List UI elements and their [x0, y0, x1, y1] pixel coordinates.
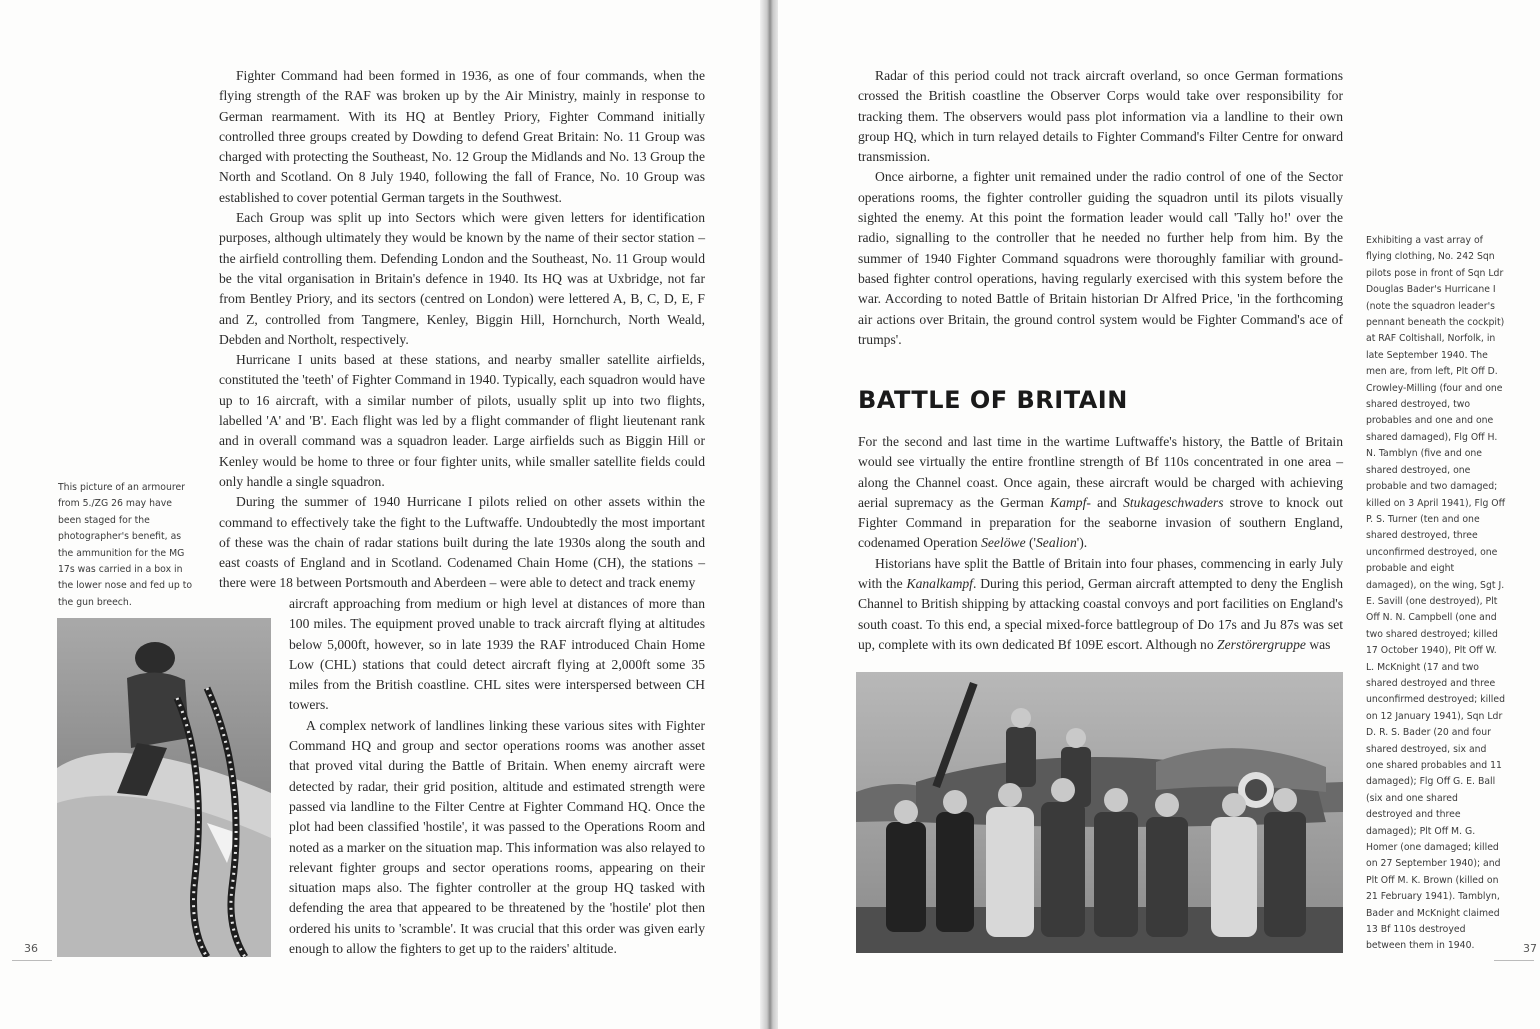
folio-rule-right — [1494, 960, 1534, 961]
right-page — [778, 0, 1540, 1029]
paragraph: During the summer of 1940 Hurricane I pilots relied on other assets within the command to effectively take the fight to the Luftwaffe. Undoubtedly the most important of these was the chain of radar stations built during the late 1930s along the south and east coasts of England and in Scotland. Codenamed Chain Home (CH), the stations – there were 18 between Portsmouth and Aberdeen – were able to detect and track enemy — [219, 494, 705, 591]
paragraph: A complex network of landlines linking these various sites with Fighter Command HQ and group and sector operations rooms was another asset that proved vital during the Battle of Britain. When enemy aircraft were detected by radar, their grid position, altitude and estimated strength were passed via landline to the Filter Centre at Fighter Command HQ. Once the plot had been classified 'hostile', it was passed to the Operations Room and noted as a marker on the situation map. This information was also relayed to relevant fighter groups and sector operations rooms, appearing on their situation maps also. The fighter controller at the group HQ tasked with defending the area that appeared to be threatened by the 'hostile' plot then ordered his units to 'scramble'. It was crucial that this order was given early enough to allow the fighters to get up to the raiders' altitude. — [289, 717, 705, 957]
paragraph: Historians have split the Battle of Britain into four phases, commencing in early July with the Kanalkampf. During this period, German aircraft attempted to deny the English Channel to British shipping by attacking coastal convoys and port facilities on England's south coast. To this end, a special mixed-force battlegroup of Do 17s and Ju 87s was set up, complete with its own dedicated Bf 109E escort. Although no Zerstörergruppe was — [858, 555, 1343, 652]
folio-rule-left — [12, 960, 52, 961]
right-body-text-bottom — [858, 432, 1343, 655]
left-body-text-lower — [289, 594, 705, 959]
paragraph: Hurricane I units based at these stations, and nearby smaller satellite airfields, constituted the 'teeth' of Fighter Command in 1940. Typically, each squadron would have up to 16 aircraft, with a similar number of pilots, usually split up into two flights, labelled 'A' and 'B'. Each flight was led by a flight commander of flight lieutenant rank and in overall command was a squadron leader. Large airfields such as Biggin Hill or Kenley would be home to three or four fighter units, while smaller satellite fields could only handle a single squadron. — [219, 352, 705, 489]
page-number-left: 36 — [24, 942, 38, 955]
book-gutter — [760, 0, 780, 1029]
right-body-text-top — [858, 66, 1343, 350]
paragraph-continued: aircraft approaching from medium or high level at distances of more than 100 miles. The equipment proved unable to track aircraft flying at altitudes below 5,000ft, however, so in late 1939 the RAF introduced Chain Home Low (CHL) stations that could detect aircraft flying at 2,000ft some 35 miles from the British coastline. CHL sites were interspersed between CH towers. — [289, 596, 705, 713]
paragraph: Radar of this period could not track aircraft overland, so once German formations crossed the British coastline the Observer Corps would take over responsibility for tracking them. The observers would pass plot information via a landline to their own group HQ, which in turn relayed details to Fighter Command's Filter Centre for onward transmission. — [858, 68, 1343, 165]
paragraph: Once airborne, a fighter unit remained under the radio control of one of the Sector operations rooms, the fighter controller guiding the squadron until its pilots visually sighted the enemy. At this point the formation leader would call 'Tally ho!' over the radio, signalling to the controller that he needed no further help from him. By the summer of 1940 Fighter Command squadrons were thoroughly familiar with ground-based fighter control operations, having regularly exercised with this system before the war. According to noted Battle of Britain historian Dr Alfred Price, 'in the forthcoming air actions over Britain, the ground control system would be Fighter Command's ace of trumps'. — [858, 169, 1343, 347]
pilots-group-photo — [856, 672, 1343, 953]
left-body-text-upper — [219, 66, 705, 594]
photo-caption-pilots: Exhibiting a vast array of flying clothing, No. 242 Sqn pilots pose in front of Sqn Ldr Douglas Bader's Hurricane I (note the squadron leader's pennant beneath the cockpit) at RAF Coltishall, Norfolk, in late September 1940. The men are, from left, Plt Off D. Crowley-Milling (four and one shared destroyed, two probables and one and one shared damaged), Flg Off H. N. Tamblyn (five and one shared destroyed, one probable and two damaged; killed on 3 April 1941), Flg Off P. S. Turner (ten and one shared destroyed, three unconfirmed destroyed, one probable and eight damaged), on the wing, Sgt J. E. Savill (one destroyed), Plt Off N. N. Campbell (one and two shared destroyed; killed 17 October 1940), Plt Off W. L. McKnight (17 and two shared destroyed and three unconfirmed destroyed; killed on 12 January 1941), Sqn Ldr D. R. S. Bader (20 and four shared destroyed, six and one shared probables and 11 damaged); Flg Off G. E. Ball (six and one shared destroyed and three damaged); Plt Off M. G. Homer (one damaged; killed on 27 September 1940); and Plt Off M. K. Brown (killed on 21 February 1941). Tamblyn, Bader and McKnight claimed 13 Bf 110s destroyed between them in 1940. — [1366, 235, 1506, 952]
section-heading: BATTLE OF BRITAIN — [858, 386, 1128, 414]
left-page — [0, 0, 762, 1029]
paragraph: Fighter Command had been formed in 1936, as one of four commands, when the flying strength of the RAF was broken up by the Air Ministry, mainly in response to German rearmament. With its HQ at Bentley Priory, Fighter Command initially controlled three groups created by Dowding to defend Great Britain: No. 11 Group was charged with protecting the Southeast, No. 12 Group the Midlands and No. 13 Group the North and Scotland. On 8 July 1940, following the fall of France, No. 10 Group was established to cover potential German targets in the Southwest. — [219, 68, 705, 205]
paragraph: For the second and last time in the wartime Luftwaffe's history, the Battle of Britain would see virtually the entire frontline strength of Bf 110s concentrated in one area – along the Channel coast. Once again, these aircraft would be charged with achieving aerial supremacy as the German Kampf- and Stukageschwaders strove to knock out Fighter Command in preparation for the seaborne invasion of southern England, codenamed Operation Seelöwe ('Sealion'). — [858, 434, 1343, 551]
photo-caption-armourer: This picture of an armourer from 5./ZG 26 may have been staged for the photographer's benefit, as the ammunition for the MG 17s was carried in a box in the lower nose and fed up to the gun breech. — [58, 482, 193, 608]
page-number-right: 37 — [1523, 942, 1537, 955]
armourer-photo — [57, 618, 271, 957]
paragraph: Each Group was split up into Sectors which were given letters for identification purposes, although ultimately they would be known by the name of their sector station – the airfield controlling them. Defending London and the Southeast, No. 11 Group would be the vital organisation in Britain's defence in 1940. Its HQ was at Uxbridge, not far from Bentley Priory, and its sectors (centred on London) were lettered A, B, C, D, E, F and Z, controlled from Tangmere, Kenley, Biggin Hill, Hornchurch, North Weald, Debden and Northolt, respectively. — [219, 210, 705, 347]
